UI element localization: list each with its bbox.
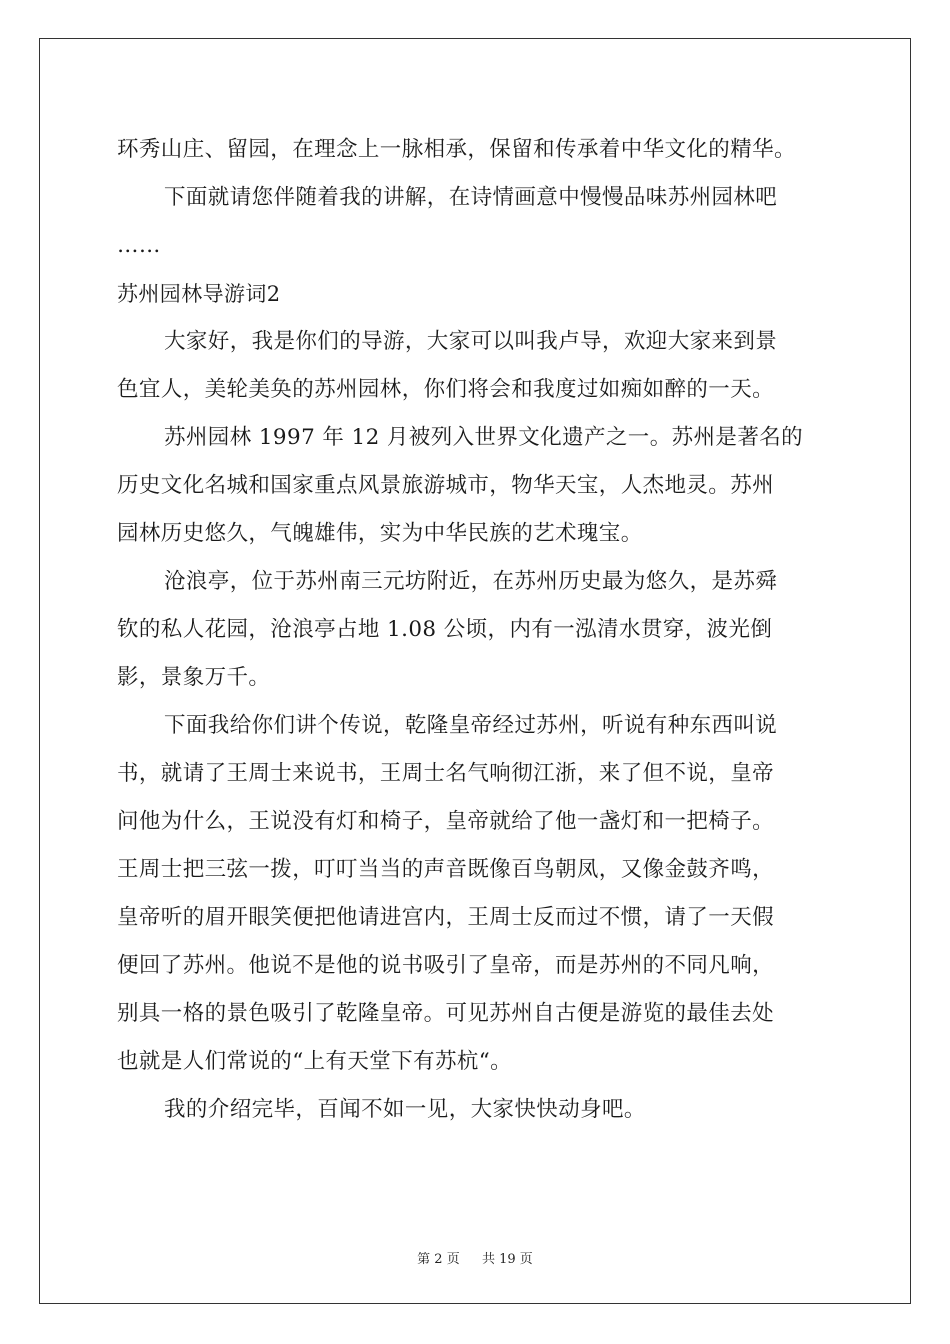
text-line: 王周士把三弦一拨，叮叮当当的声音既像百鸟朝凤，又像金鼓齐鸣，	[117, 857, 775, 882]
text-line: 皇帝听的眉开眼笑便把他请进宫内，王周士反而过不惯，请了一天假	[117, 905, 775, 930]
text-line: 苏州园林 1997 年 12 月被列入世界文化遗产之一。苏州是著名的	[164, 425, 804, 450]
text-line: 也就是人们常说的“上有天堂下有苏杭“。	[117, 1049, 513, 1074]
text-line: 书，就请了王周士来说书，王周士名气响彻江浙，来了但不说，皇帝	[117, 761, 775, 786]
document-body	[117, 126, 837, 1134]
text-line: 色宜人，美轮美奂的苏州园林，你们将会和我度过如痴如醉的一天。	[117, 377, 775, 402]
text-line: 园林历史悠久，气魄雄伟，实为中华民族的艺术瑰宝。	[117, 521, 643, 546]
text-line: 便回了苏州。他说不是他的说书吸引了皇帝，而是苏州的不同凡响，	[117, 953, 775, 978]
text-line: 我的介绍完毕，百闻不如一见，大家快快动身吧。	[164, 1097, 646, 1122]
text-line: ……	[117, 233, 161, 258]
text-line: 历史文化名城和国家重点风景旅游城市，物华天宝，人杰地灵。苏州	[117, 473, 775, 498]
text-line: 影，景象万千。	[117, 665, 271, 690]
text-line: 沧浪亭，位于苏州南三元坊附近，在苏州历史最为悠久，是苏舜	[164, 569, 778, 594]
text-line: 下面我给你们讲个传说，乾隆皇帝经过苏州，听说有种东西叫说	[164, 713, 778, 738]
text-line: 大家好，我是你们的导游，大家可以叫我卢导，欢迎大家来到景	[164, 329, 778, 354]
text-line: 钦的私人花园，沧浪亭占地 1.08 公顷，内有一泓清水贯穿，波光倒	[117, 617, 773, 642]
page-total: 共 19 页	[482, 1252, 533, 1267]
text-line: 别具一格的景色吸引了乾隆皇帝。可见苏州自古便是游览的最佳去处	[117, 1001, 775, 1026]
text-line: 问他为什么，王说没有灯和椅子，皇帝就给了他一盏灯和一把椅子。	[117, 809, 775, 834]
page-number: 第 2 页	[417, 1252, 460, 1267]
text-line: 环秀山庄、留园，在理念上一脉相承，保留和传承着中华文化的精华。	[117, 137, 796, 162]
page-footer	[0, 1248, 950, 1267]
section-heading: 苏州园林导游词2	[117, 282, 281, 306]
text-line: 下面就请您伴随着我的讲解，在诗情画意中慢慢品味苏州园林吧	[164, 185, 778, 210]
